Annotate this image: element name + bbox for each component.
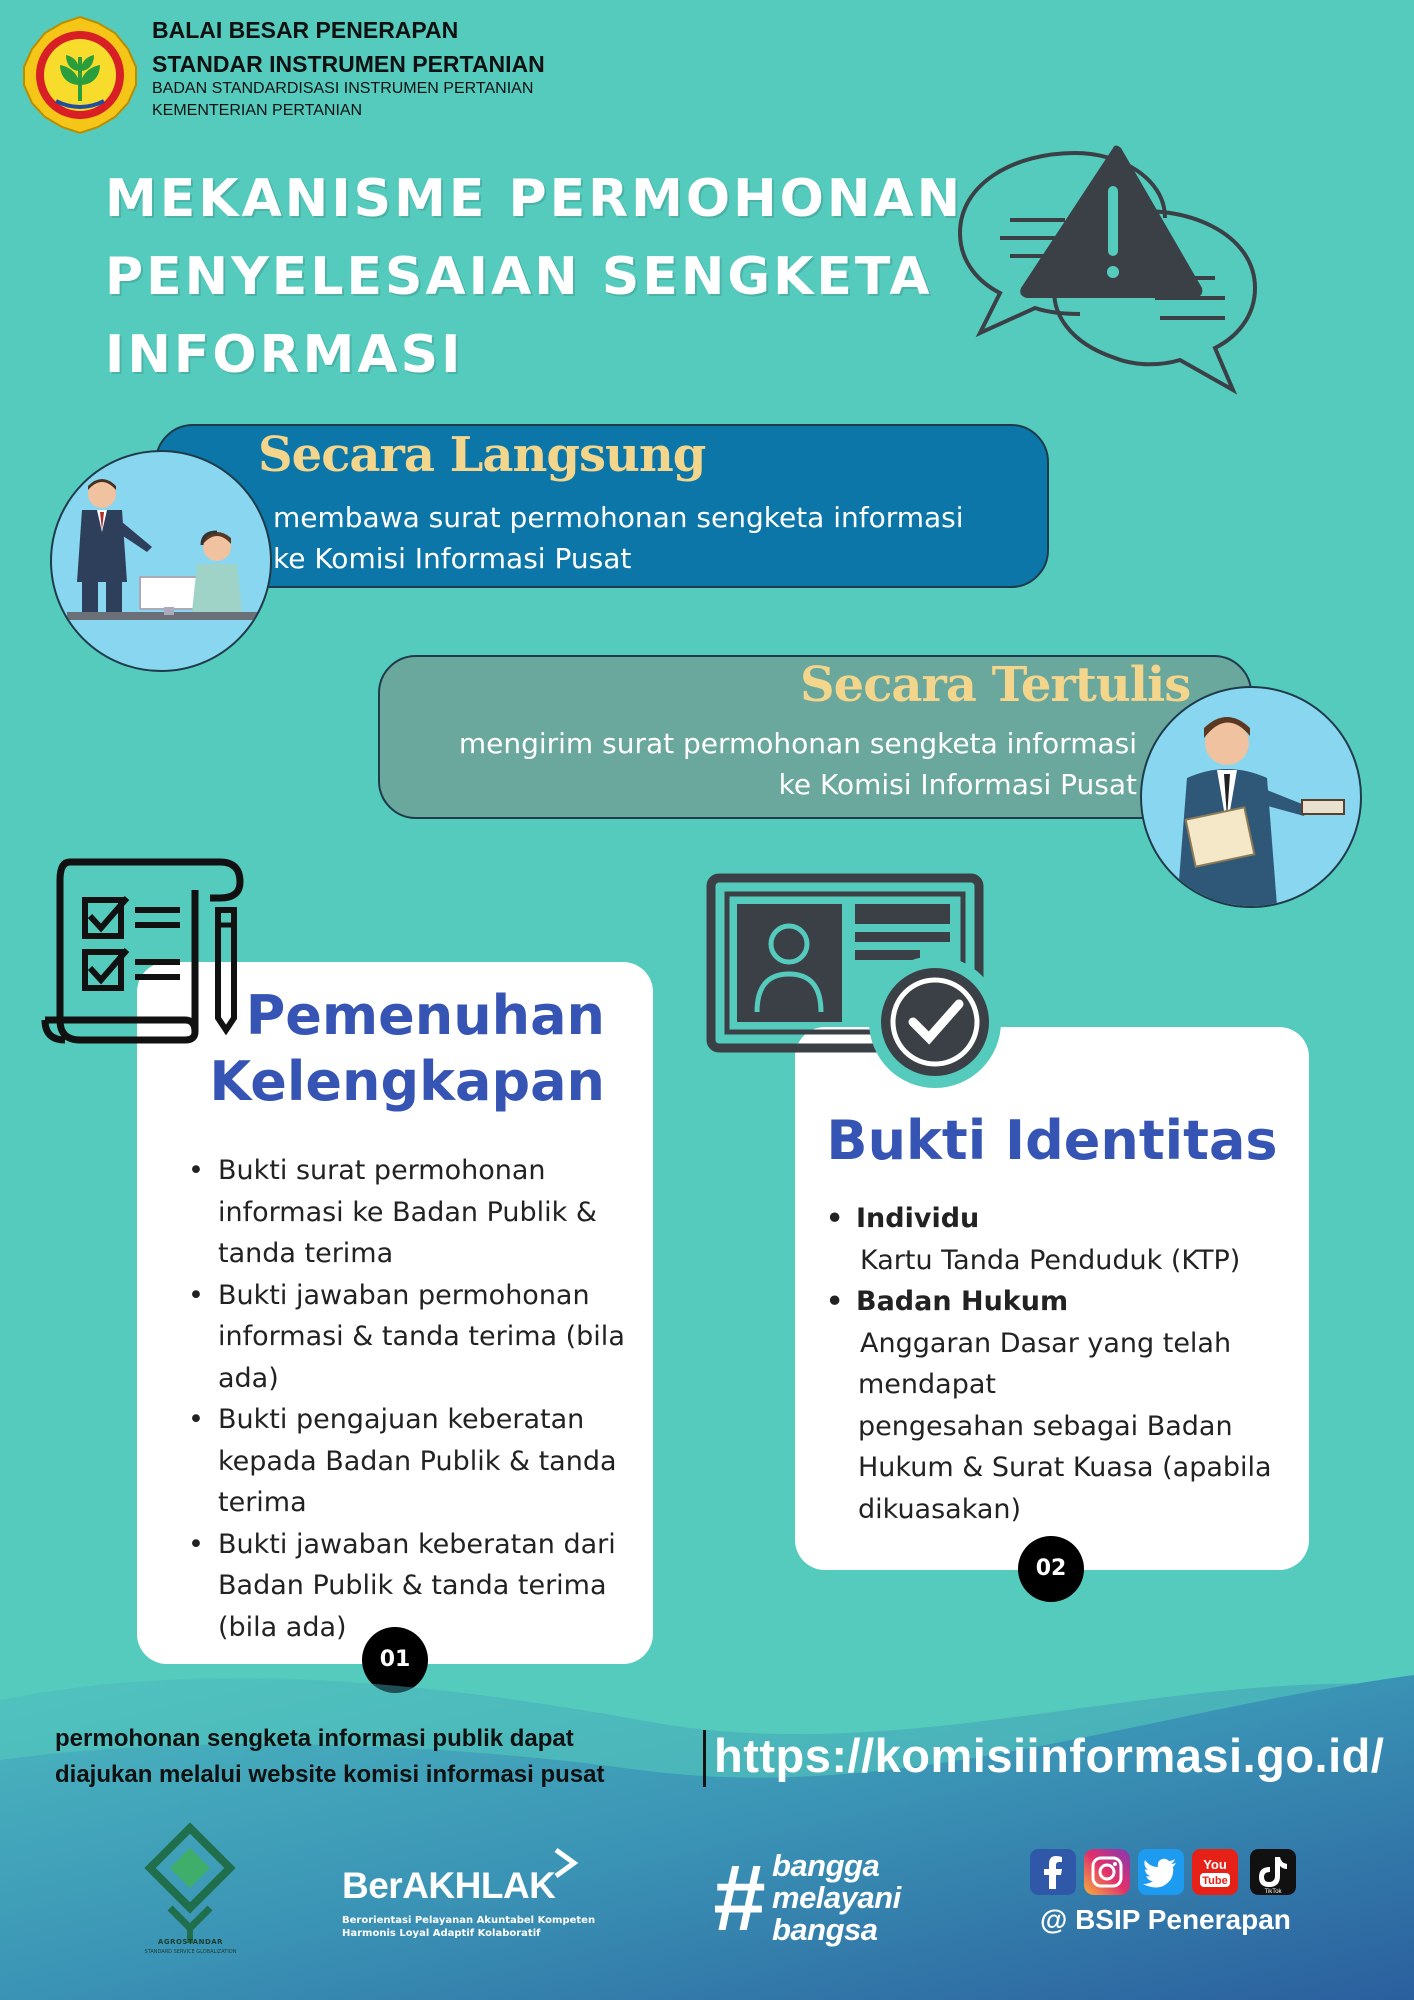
komisi-informasi-link[interactable]: https://komisiinformasi.go.id/ — [714, 1729, 1385, 1782]
direct-method-description — [273, 497, 964, 579]
submitting-letter-icon — [1142, 688, 1360, 906]
individual-label: • Individu — [826, 1198, 1296, 1240]
social-handle: @ BSIP Penerapan — [1040, 1904, 1291, 1935]
hashtag-line3: bangsa — [772, 1912, 878, 1947]
hashtag-line1: bangga — [772, 1848, 880, 1883]
institution-name-line1: BALAI BESAR PENERAPAN — [152, 17, 459, 43]
written-method-title: Secara Tertulis — [800, 657, 1191, 713]
id-card-check-icon — [705, 872, 1005, 1094]
footer-divider — [703, 1730, 706, 1787]
direct-method-line2: ke Komisi Informasi Pusat — [273, 542, 632, 575]
institution-name-line2: STANDAR INSTRUMEN PERTANIAN — [152, 51, 545, 77]
submitting-letter-illustration — [1140, 686, 1362, 908]
step-number-badge: 01 — [362, 1627, 428, 1693]
agrostandar-tagline: STANDARD SERVICE GLOBALIZATION — [144, 1949, 237, 1955]
hashtag-line2: melayani — [772, 1880, 901, 1915]
title-line1: MEKANISME PERMOHONAN — [105, 169, 964, 229]
legal-entity-label: • Badan Hukum — [826, 1281, 1296, 1323]
berakhlak-values-line1: Berorientasi Pelayanan Akuntabel Kompeten — [342, 1915, 596, 1926]
legal-entity-line3: pengesahan sebagai Badan — [858, 1410, 1233, 1442]
berakhlak-logo-text: BerAKHLAK — [342, 1865, 556, 1906]
written-method-description — [380, 723, 1137, 805]
list-item: • Bukti surat permohonan informasi ke Badan Publik & tanda terima — [188, 1150, 633, 1275]
footer-note — [55, 1721, 695, 1793]
requirements-list — [188, 1150, 633, 1648]
ministry-name: KEMENTERIAN PERTANIAN — [152, 102, 363, 119]
title-line2: PENYELESAIAN SENGKETA — [105, 247, 933, 307]
legal-entity-line2: mendapat — [858, 1369, 996, 1400]
tiktok-icon[interactable] — [1250, 1849, 1296, 1895]
legal-entity-line1: Anggaran Dasar yang telah — [860, 1327, 1232, 1359]
svg-text:You: You — [1203, 1857, 1227, 1872]
hashtag-symbol: # — [712, 1845, 765, 1950]
requirements-title-line1: Pemenuhan — [245, 984, 605, 1047]
berakhlak-values-line2: Harmonis Loyal Adaptif Kolaboratif — [342, 1928, 541, 1939]
list-item: • Bukti pengajuan keberatan kepada Badan Publik & tanda terima — [188, 1399, 633, 1524]
individual-description: Kartu Tanda Penduduk (KTP) — [860, 1244, 1241, 1276]
berakhlak-values — [342, 1914, 595, 1940]
requirements-title — [150, 983, 605, 1115]
berakhlak-chevron-icon — [548, 1846, 582, 1880]
twitter-icon[interactable] — [1138, 1849, 1184, 1895]
page-title — [105, 160, 985, 394]
instagram-icon[interactable] — [1084, 1849, 1130, 1895]
direct-method-title: Secara Langsung — [258, 427, 706, 483]
facebook-icon[interactable] — [1030, 1849, 1076, 1895]
written-method-line1: mengirim surat permohonan sengketa informasi — [458, 727, 1137, 760]
svg-text:Tube: Tube — [1202, 1875, 1228, 1887]
legal-entity-line4: Hukum & Surat Kuasa (apabila — [858, 1452, 1272, 1483]
identity-title: Bukti Identitas — [826, 1109, 1278, 1172]
footer-note-line1: permohonan sengketa informasi publik dapat — [55, 1725, 574, 1752]
identity-list — [826, 1198, 1296, 1530]
agrostandar-name: AGROSTANDAR — [157, 1938, 224, 1946]
requirements-title-line2: Kelengkapan — [209, 1050, 605, 1113]
hashtag-slogan — [772, 1850, 901, 1946]
office-service-icon — [52, 452, 270, 670]
list-item: • Bukti jawaban permohonan informasi & tanda terima (bila ada) — [188, 1275, 633, 1400]
legal-entity-line5: dikuasakan) — [858, 1493, 1022, 1525]
title-line3: INFORMASI — [105, 325, 464, 385]
direct-method-line1: membawa surat permohonan sengketa informasi — [273, 501, 964, 534]
ministry-logo — [20, 15, 140, 135]
warning-chat-bubbles-icon — [955, 138, 1265, 408]
youtube-icon[interactable] — [1192, 1849, 1238, 1895]
svg-text:TikTok: TikTok — [1264, 1889, 1282, 1895]
written-method-line2: ke Komisi Informasi Pusat — [778, 768, 1137, 801]
office-service-illustration — [50, 450, 272, 672]
step-number-badge: 02 — [1018, 1536, 1084, 1602]
list-item: • Bukti jawaban keberatan dari Badan Publik & tanda terima (bila ada) — [188, 1524, 633, 1649]
parent-agency: BADAN STANDARDISASI INSTRUMEN PERTANIAN — [152, 80, 534, 97]
footer-note-line2: diajukan melalui website komisi informasi pusat — [55, 1761, 605, 1788]
